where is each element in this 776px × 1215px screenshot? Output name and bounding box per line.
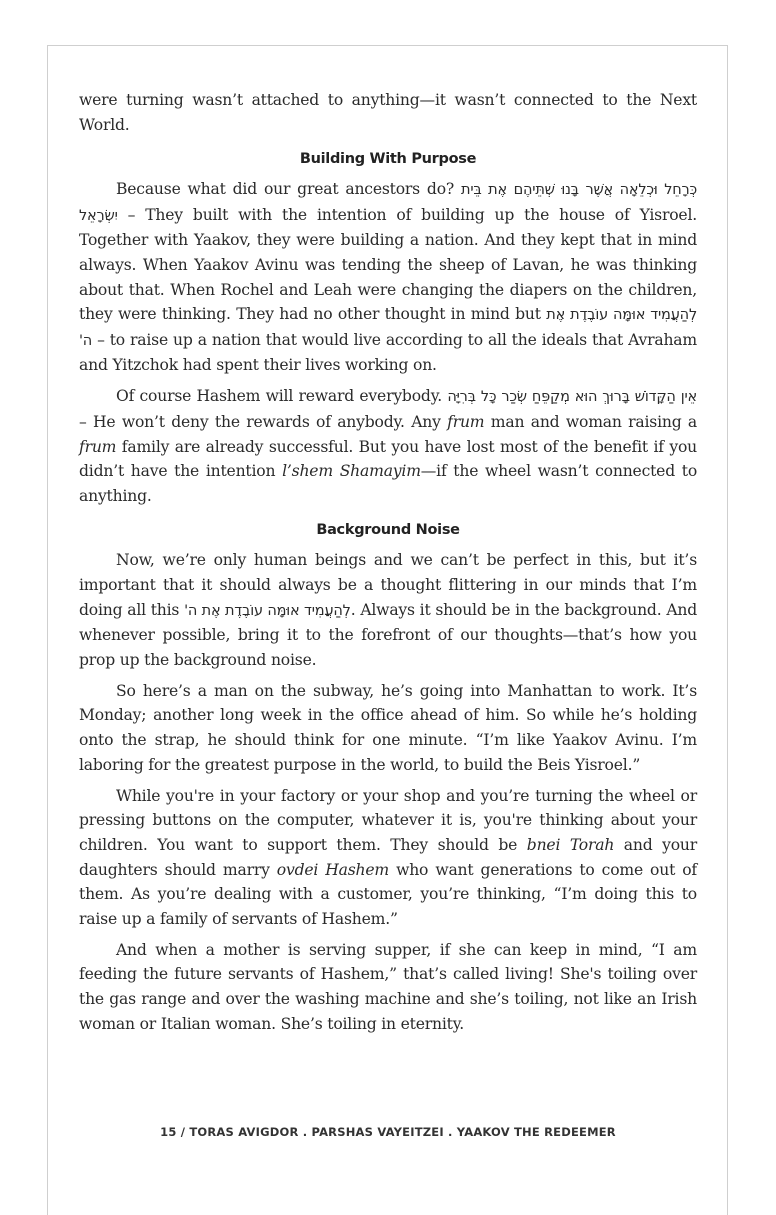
page-footer: 15 / TORAS AVIGDOR . PARSHAS VAYEITZEI . YAAKOV THE REDEEMER: [160, 1125, 616, 1139]
italic-term: ovdei Hashem: [276, 860, 389, 879]
section-heading: Background Noise: [316, 522, 460, 539]
hebrew-quote: כְּרָחֵל וּכְלֵאָה אֲשֶׁר בָּנוּ שְׁתֵּיהֶם אֶת בֵּית יִשְׂרָאֵל: [79, 182, 698, 224]
text-run: – He won’t deny the rewards of anybody. Any: [79, 413, 448, 432]
hebrew-quote: לְהַעֲמִיד אוּמָּה עוֹבֶדֶת אֶת ה': [79, 307, 697, 349]
text-run: Of course Hashem will reward everybody.: [116, 387, 448, 406]
paragraph: [79, 548, 697, 672]
text-run: – to raise up a nation that would live according to all the ideals that Avraham and Yitzchok had spent their lives working on.: [79, 330, 697, 375]
text-run: . Always it should be in the background. And whenever possible, bring it to the forefront of our thoughts—that’s how you prop up the background noise.: [79, 600, 698, 669]
paragraph: [79, 784, 697, 932]
text-run: Because what did our great ancestors do?: [116, 180, 461, 199]
paragraph: [79, 384, 697, 508]
paragraph: [79, 177, 697, 378]
paragraph: [79, 88, 697, 137]
italic-term: frum: [79, 437, 117, 456]
text-run: Now, we’re only human beings and we can’t be perfect in this, but it’s important that it should always be a thought flittering in our minds that I’m doing all this: [79, 551, 697, 619]
text-run: – They built with the intention of building up the house of Yisroel. Together with Yaakov, they were building a nation. And they kept that in mind always. When Yaakov Avinu was tending the sheep of Lavan, he was thinking about that. When Rochel and Leah were changing the diapers on the children, they were thinking. They had no other thought in mind but: [79, 205, 697, 324]
paragraph: [79, 938, 697, 1036]
italic-term: frum: [447, 413, 485, 432]
text-run: And when a mother is serving supper, if she can keep in mind, “I am feeding the future servants of Hashem,” that’s called living! She's toiling over the gas range and over the washing machine and she’s toiling, not like an Irish woman or Italian woman. She’s toiling in eternity.: [79, 940, 697, 1033]
section-heading: Building With Purpose: [299, 151, 477, 168]
italic-term: bnei Torah: [526, 835, 615, 854]
text-run: man and woman raising a: [484, 413, 697, 432]
paragraph: [79, 679, 697, 777]
text-run: were turning wasn’t attached to anything—it wasn’t connected to the Next World.: [79, 91, 697, 134]
text-run: While you're in your factory or your shop and you’re turning the wheel or pressing buttons on the computer, whatever it is, you're thinking about your children. You want to support them. They should be: [79, 786, 697, 854]
text-run: who want generations to come out of them. As you’re dealing with a customer, you’re thinking, “I’m doing this to raise up a family of servants of Hashem.”: [79, 860, 697, 928]
hebrew-quote: אֵין הַקָּדוֹשׁ בָּרוּךְ הוּא מְקַפֵּחַ שְׂכַר כָּל בְּרִיָּה: [447, 389, 697, 406]
text-run: So here’s a man on the subway, he’s going into Manhattan to work. It’s Monday; another long week in the office ahead of him. So while he’s holding onto the strap, he should think for one minute. “I’m like Yaakov Avinu. I’m laboring for the greatest purpose in the world, to build the Beis Yisroel.”: [79, 681, 697, 774]
text-run: —if the wheel wasn’t connected to anything.: [79, 462, 698, 505]
text-run: and your daughters should marry: [79, 835, 697, 879]
page-body: [79, 88, 697, 1043]
text-run: family are already successful. But you have lost most of the benefit if you didn’t have the intention: [79, 437, 697, 481]
hebrew-quote: לְהַעֲמִיד אוּמָּה עוֹבֶדֶת אֶת ה': [184, 602, 351, 619]
italic-term: l’shem Shamayim: [282, 462, 421, 481]
